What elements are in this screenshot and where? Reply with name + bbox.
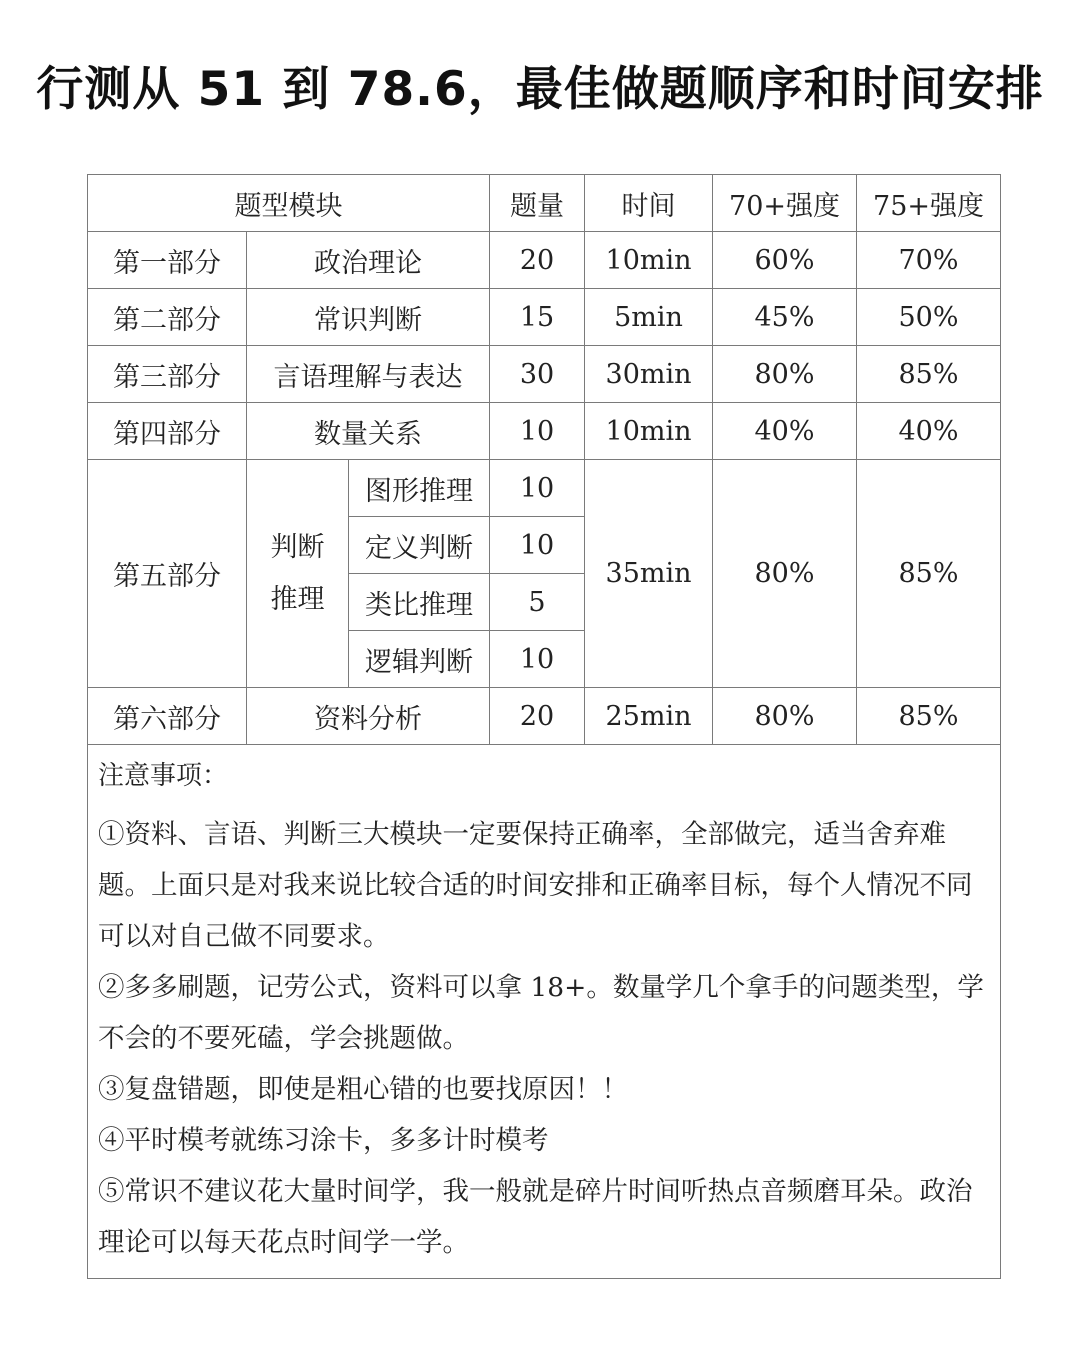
part-label: 第一部分 — [88, 232, 247, 289]
question-count: 20 — [490, 232, 585, 289]
question-count: 15 — [490, 289, 585, 346]
table-row — [88, 460, 1001, 517]
target-75: 70% — [857, 232, 1001, 289]
notes-row — [88, 745, 1001, 1279]
question-count: 30 — [490, 346, 585, 403]
time-allotted: 35min — [585, 460, 713, 688]
header-count: 题量 — [490, 175, 585, 232]
part-label: 第三部分 — [88, 346, 247, 403]
table-row — [88, 289, 1001, 346]
target-70: 40% — [713, 403, 857, 460]
note-item: ②多多刷题，记劳公式，资料可以拿 18+。数量学几个拿手的问题类型，学不会的不要死磕，学会挑题做。 — [98, 972, 984, 1054]
target-70: 45% — [713, 289, 857, 346]
header-row — [88, 175, 1001, 232]
question-count: 5 — [490, 574, 585, 631]
question-count: 20 — [490, 688, 585, 745]
note-item: ⑤常识不建议花大量时间学，我一般就是碎片时间听热点音频磨耳朵。政治理论可以每天花点时间学一学。 — [98, 1176, 973, 1258]
part-label: 第二部分 — [88, 289, 247, 346]
target-75: 50% — [857, 289, 1001, 346]
module-group-line: 推理 — [270, 583, 325, 615]
notes-section — [88, 745, 1001, 1279]
time-allotted: 10min — [585, 403, 713, 460]
submodule-name: 逻辑判断 — [349, 631, 490, 688]
module-name: 资料分析 — [247, 688, 490, 745]
part-label: 第六部分 — [88, 688, 247, 745]
submodule-name: 定义判断 — [349, 517, 490, 574]
target-70: 80% — [713, 460, 857, 688]
target-70: 60% — [713, 232, 857, 289]
module-name: 言语理解与表达 — [247, 346, 490, 403]
target-75: 85% — [857, 346, 1001, 403]
question-count: 10 — [490, 517, 585, 574]
table-row — [88, 346, 1001, 403]
target-75: 85% — [857, 688, 1001, 745]
module-group-line: 判断 — [270, 531, 325, 563]
target-75: 40% — [857, 403, 1001, 460]
notes-heading: 注意事项： — [98, 761, 229, 791]
target-70: 80% — [713, 688, 857, 745]
time-allotted: 5min — [585, 289, 713, 346]
module-name: 政治理论 — [247, 232, 490, 289]
part-label: 第五部分 — [88, 460, 247, 688]
question-count: 10 — [490, 460, 585, 517]
time-allotted: 30min — [585, 346, 713, 403]
table-row — [88, 403, 1001, 460]
time-allotted: 10min — [585, 232, 713, 289]
submodule-name: 图形推理 — [349, 460, 490, 517]
table-row — [88, 232, 1001, 289]
part-label: 第四部分 — [88, 403, 247, 460]
page-title: 行测从 51 到 78.6，最佳做题顺序和时间安排 — [36, 62, 1044, 117]
target-70: 80% — [713, 346, 857, 403]
module-group — [247, 460, 349, 688]
note-item: ③复盘错题，即使是粗心错的也要找原因！！ — [98, 1074, 628, 1105]
target-75: 85% — [857, 460, 1001, 688]
submodule-name: 类比推理 — [349, 574, 490, 631]
module-name: 数量关系 — [247, 403, 490, 460]
header-target75: 75+强度 — [857, 175, 1001, 232]
time-allotted: 25min — [585, 688, 713, 745]
table-row — [88, 688, 1001, 745]
question-count: 10 — [490, 403, 585, 460]
module-name: 常识判断 — [247, 289, 490, 346]
note-item: ④平时模考就练习涂卡，多多计时模考 — [98, 1125, 549, 1156]
header-module: 题型模块 — [88, 175, 490, 232]
question-count: 10 — [490, 631, 585, 688]
note-item: ①资料、言语、判断三大模块一定要保持正确率，全部做完，适当舍弃难题。上面只是对我来说比较合适的时间安排和正确率目标，每个人情况不同可以对自己做不同要求。 — [98, 819, 973, 952]
header-time: 时间 — [585, 175, 713, 232]
header-target70: 70+强度 — [713, 175, 857, 232]
schedule-table — [87, 174, 1001, 1279]
